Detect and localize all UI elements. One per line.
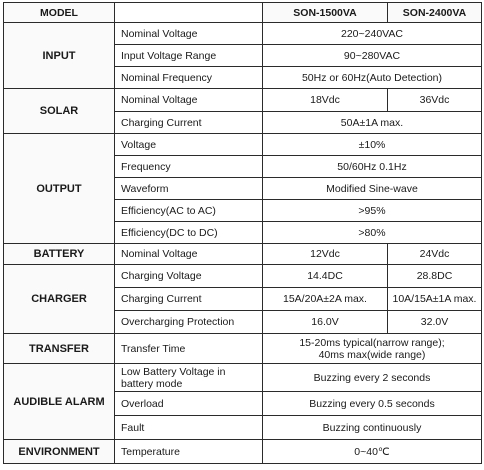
spec-value: 90~280VAC: [263, 45, 482, 67]
param-label: [115, 364, 263, 392]
spec-value: Modified Sine-wave: [263, 178, 482, 200]
spec-value: >80%: [263, 222, 482, 244]
category-transfer: TRANSFER: [4, 334, 115, 364]
spec-value-a: 14.4DC: [263, 265, 388, 288]
spec-value-a: 15A/20A±2A max.: [263, 288, 388, 311]
spec-value-line: 40ms max(wide range): [318, 348, 426, 361]
spec-value-b: 32.0V: [388, 311, 482, 334]
model-a-header: SON-1500VA: [263, 3, 388, 23]
param-label: Efficiency(DC to DC): [115, 222, 263, 244]
param-label: Nominal Frequency: [115, 67, 263, 89]
param-label: Temperature: [115, 440, 263, 464]
param-label-line: Low Battery Voltage in: [121, 365, 226, 378]
spec-value-b: 24Vdc: [388, 244, 482, 265]
table-row: [4, 364, 482, 392]
category-output: OUTPUT: [4, 134, 115, 244]
param-label-line: battery mode: [121, 377, 183, 390]
spec-value: 50A±1A max.: [263, 112, 482, 134]
spec-value: 50Hz or 60Hz(Auto Detection): [263, 67, 482, 89]
param-label: Nominal Voltage: [115, 244, 263, 265]
spec-value-b: 28.8DC: [388, 265, 482, 288]
spec-value: >95%: [263, 200, 482, 222]
category-charger: CHARGER: [4, 265, 115, 334]
table-row: [4, 265, 482, 288]
spec-value: 220~240VAC: [263, 23, 482, 45]
param-label: Nominal Voltage: [115, 89, 263, 112]
spec-value-a: 18Vdc: [263, 89, 388, 112]
spec-value-b: 36Vdc: [388, 89, 482, 112]
spec-value-line: 15-20ms typical(narrow range);: [299, 336, 445, 349]
spec-value-a: 16.0V: [263, 311, 388, 334]
spec-value: Buzzing every 2 seconds: [263, 364, 482, 392]
param-label: Fault: [115, 416, 263, 440]
model-header: MODEL: [4, 3, 115, 23]
table-row: [4, 244, 482, 265]
table-row: [4, 89, 482, 112]
spec-value: Buzzing continuously: [263, 416, 482, 440]
category-environment: ENVIRONMENT: [4, 440, 115, 464]
table-row: [4, 134, 482, 156]
category-audible-alarm: AUDIBLE ALARM: [4, 364, 115, 440]
param-label: Voltage: [115, 134, 263, 156]
param-label: Overcharging Protection: [115, 311, 263, 334]
spec-value: [263, 334, 482, 364]
model-b-header: SON-2400VA: [388, 3, 482, 23]
spec-value: 50/60Hz 0.1Hz: [263, 156, 482, 178]
param-label: Input Voltage Range: [115, 45, 263, 67]
param-label: Transfer Time: [115, 334, 263, 364]
spec-value-a: 12Vdc: [263, 244, 388, 265]
table-row: [4, 440, 482, 464]
param-label: Nominal Voltage: [115, 23, 263, 45]
param-label: Charging Current: [115, 288, 263, 311]
param-label: Overload: [115, 392, 263, 416]
param-label: Charging Current: [115, 112, 263, 134]
param-label: Waveform: [115, 178, 263, 200]
spec-value: ±10%: [263, 134, 482, 156]
category-battery: BATTERY: [4, 244, 115, 265]
param-label: Charging Voltage: [115, 265, 263, 288]
header-blank: [115, 3, 263, 23]
category-input: INPUT: [4, 23, 115, 89]
table-row: [4, 334, 482, 364]
param-label: Frequency: [115, 156, 263, 178]
spec-value: Buzzing every 0.5 seconds: [263, 392, 482, 416]
spec-value-b: 10A/15A±1A max.: [388, 288, 482, 311]
param-label: Efficiency(AC to AC): [115, 200, 263, 222]
spec-table: [3, 2, 482, 464]
spec-value: 0~40℃: [263, 440, 482, 464]
header-row: [4, 3, 482, 23]
category-solar: SOLAR: [4, 89, 115, 134]
table-row: [4, 23, 482, 45]
